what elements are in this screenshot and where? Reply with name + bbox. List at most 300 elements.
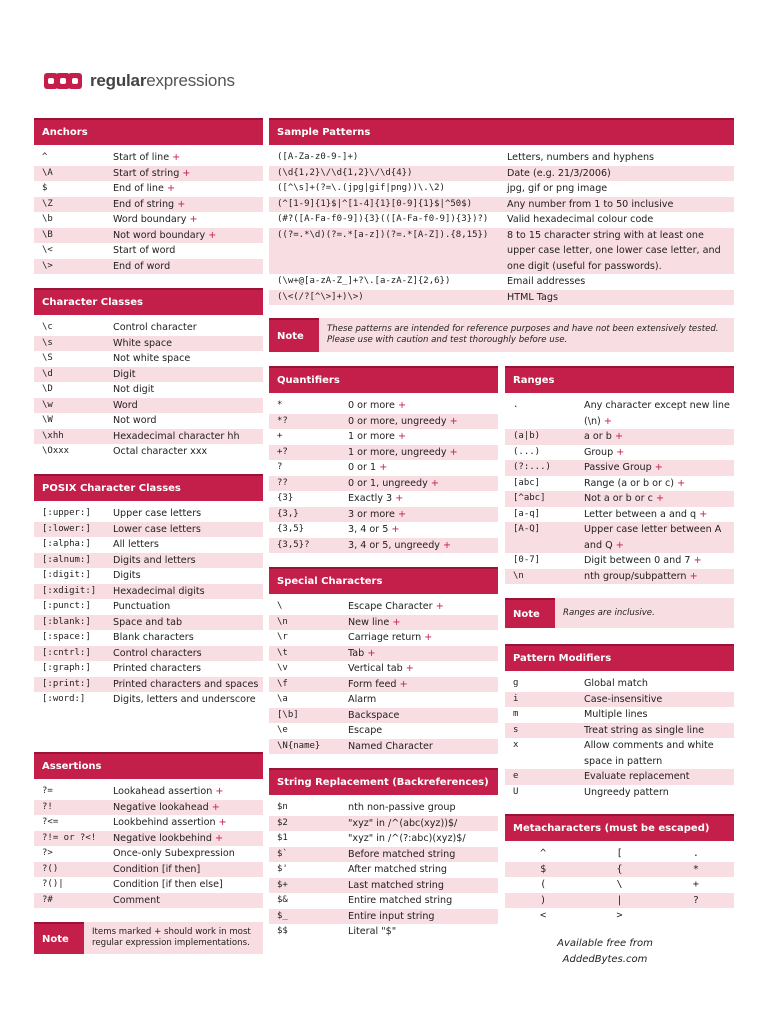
description-cell (113, 599, 263, 615)
syntax-cell: + (277, 431, 283, 441)
description-text: a or b (584, 431, 612, 442)
table-row (34, 599, 263, 615)
table-row (34, 382, 263, 398)
description-text: Before matched string (348, 848, 456, 860)
description-cell (113, 522, 263, 538)
table-row (34, 444, 263, 460)
syntax-cell: [abc] (513, 477, 541, 488)
description-text: Start of string (113, 167, 180, 179)
table-row (505, 738, 734, 769)
sample-patterns-panel (269, 118, 734, 305)
description-text: Valid hexadecimal colour code (507, 214, 654, 225)
table-row (34, 413, 263, 429)
description-text: End of word (113, 260, 171, 272)
description-cell (584, 398, 734, 429)
posix-rows (34, 506, 263, 708)
table-row (34, 320, 263, 336)
table-row (505, 569, 734, 585)
description-cell (113, 692, 263, 708)
table-row (269, 677, 498, 693)
description-text: Digits (113, 570, 141, 581)
description-cell (348, 924, 498, 940)
description-text: Space and tab (113, 616, 183, 628)
description-text: Form feed (348, 678, 397, 690)
syntax-cell: {3} (277, 493, 294, 503)
description-cell (348, 800, 498, 816)
table-row (505, 507, 734, 523)
description-text: Hexadecimal character hh (113, 430, 240, 442)
syntax-cell: ((?=.*\d)(?=.*[a-z])(?=.*[A-Z]).{8,15}) (277, 229, 489, 240)
description-cell (507, 212, 734, 228)
table-row (34, 259, 263, 275)
posix-panel (34, 474, 263, 708)
description-cell (584, 723, 734, 739)
char_classes-rows (34, 320, 263, 460)
description-cell (348, 630, 498, 646)
string-replacement-title: String Replacement (Backreferences) (269, 768, 498, 795)
table-row (269, 723, 498, 739)
metacharacter: | (581, 893, 657, 909)
table-row (34, 212, 263, 228)
description-text: nth non-passive group (348, 802, 456, 813)
table-row (505, 785, 734, 801)
description-cell (113, 320, 263, 336)
logo-icon (44, 69, 82, 93)
description-cell (507, 181, 734, 197)
description-text: White space (113, 337, 173, 349)
description-text: Not word boundary (113, 229, 206, 241)
syntax-cell: ?!= or ?<! (42, 832, 97, 843)
syntax-cell: \> (42, 260, 53, 271)
compat-marker: + (435, 601, 444, 612)
compat-marker: + (172, 152, 181, 163)
description-text: 0 or 1 (348, 462, 377, 473)
syntax-cell: x (513, 740, 519, 750)
syntax-cell: [:word:] (42, 694, 86, 704)
description-text: Punctuation (113, 601, 171, 612)
assertions-title: Assertions (34, 752, 263, 779)
description-text: 8 to 15 character string with at least one upper case letter, one lower case letter, and one digit (useful for passwords). (507, 229, 721, 272)
syntax-cell: $ (42, 183, 48, 193)
description-text: Group (584, 446, 614, 458)
syntax-cell: $+ (277, 879, 288, 890)
syntax-cell: [^abc] (513, 493, 546, 503)
table-row (505, 769, 734, 785)
syntax-cell: {3,5} (277, 524, 305, 534)
description-cell (113, 553, 263, 569)
table-row (269, 538, 498, 554)
description-cell (584, 522, 734, 553)
table-row (269, 476, 498, 492)
syntax-cell: $$ (277, 926, 288, 936)
description-cell (348, 522, 498, 538)
compat-marker: + (166, 183, 176, 194)
description-text: Control characters (113, 647, 202, 659)
compat-marker: + (211, 801, 220, 813)
syntax-cell: i (513, 693, 519, 704)
table-row (505, 723, 734, 739)
syntax-cell: \c (42, 322, 53, 332)
description-cell (584, 785, 734, 801)
note-text: Items marked + should work in most regular expression implementations. (84, 922, 263, 954)
description-text: Named Character (348, 740, 433, 752)
table-row (269, 878, 498, 894)
note-ranges (505, 598, 734, 628)
syntax-cell: ?# (42, 894, 53, 905)
footer-line-2: AddedBytes.com (562, 954, 648, 965)
syntax-cell: [:xdigit:] (42, 585, 97, 596)
table-row (269, 398, 498, 414)
metacharacter: < (540, 910, 547, 921)
description-cell (113, 831, 263, 847)
ranges-panel (505, 366, 734, 584)
table-row (34, 831, 263, 847)
metacharacter: ( (540, 879, 547, 890)
note-text: Ranges are inclusive. (555, 598, 734, 628)
syntax-cell: (\d{1,2}\/\d{1,2}\/\d{4}) (277, 167, 413, 178)
syntax-cell: $` (277, 848, 288, 859)
syntax-cell: ?()| (42, 879, 64, 889)
syntax-cell: $_ (277, 910, 288, 921)
description-text: 0 or more (348, 400, 395, 411)
description-text: Not white space (113, 353, 191, 364)
table-row (34, 197, 263, 213)
syntax-cell: \b (42, 214, 53, 224)
compat-marker: + (397, 431, 406, 442)
compat-marker: + (391, 524, 400, 535)
description-text: Blank characters (113, 632, 194, 643)
syntax-cell: (\<(/?[^\>]+)\>) (277, 291, 364, 302)
assertions-rows (34, 784, 263, 908)
table-row (269, 831, 498, 847)
table-row (269, 290, 734, 306)
table-row (269, 150, 734, 166)
description-text: Once-only Subexpression (113, 848, 235, 859)
description-cell (584, 569, 734, 585)
description-text: Any number from 1 to 50 inclusive (507, 198, 674, 210)
syntax-cell: [\b] (277, 709, 299, 720)
description-cell (113, 212, 263, 228)
logo-text: regularexpressions (90, 71, 235, 90)
description-text: Literal "$" (348, 926, 397, 937)
syntax-cell: [:cntrl:] (42, 647, 91, 658)
ranges-rows (505, 398, 734, 584)
table-row (34, 584, 263, 600)
syntax-cell: (?:...) (513, 462, 551, 472)
table-row (505, 553, 734, 569)
description-text: Letter between a and q (584, 508, 697, 520)
syntax-cell: [:digit:] (42, 570, 91, 580)
syntax-cell: \A (42, 167, 53, 178)
syntax-cell: \B (42, 229, 53, 240)
description-text: 0 or more, ungreedy (348, 415, 447, 427)
table-row (269, 661, 498, 677)
description-cell (113, 568, 263, 584)
description-cell (348, 460, 498, 476)
description-cell (584, 676, 734, 692)
description-text: 3, 4 or 5 (348, 524, 389, 535)
description-text: Digits and letters (113, 554, 196, 566)
syntax-cell: \t (277, 647, 288, 658)
syntax-cell: [:alpha:] (42, 539, 91, 549)
compat-marker: + (699, 508, 708, 520)
description-text: Negative lookahead (113, 801, 209, 813)
syntax-cell: \v (277, 663, 288, 673)
syntax-cell: $2 (277, 817, 288, 828)
description-cell (348, 847, 498, 863)
description-cell (348, 398, 498, 414)
metacharacter: > (616, 910, 623, 921)
description-text: After matched string (348, 864, 448, 875)
syntax-cell: . (513, 400, 519, 410)
anchors-rows (34, 150, 263, 274)
table-row (269, 522, 498, 538)
metacharacter: \ (616, 879, 623, 890)
compat-marker: + (693, 555, 702, 566)
syntax-cell: \Oxxx (42, 446, 70, 456)
character-classes-panel (34, 288, 263, 460)
description-text: Start of word (113, 245, 176, 256)
description-text: 3, 4 or 5, ungreedy (348, 539, 440, 551)
table-row (34, 150, 263, 166)
description-text: Ungreedy pattern (584, 786, 669, 798)
syntax-cell: (a|b) (513, 431, 541, 441)
compat-marker: + (218, 817, 227, 828)
description-text: Multiple lines (584, 709, 648, 720)
description-cell (113, 367, 263, 383)
syntax-cell: \r (277, 632, 288, 642)
table-row (269, 924, 498, 940)
compat-marker: + (616, 446, 625, 458)
compat-marker: + (399, 678, 408, 690)
syntax-cell: ([^\s]+(?=\.(jpg|gif|png))\.\2) (277, 183, 445, 193)
description-cell (584, 692, 734, 708)
description-cell (348, 677, 498, 693)
table-row (34, 367, 263, 383)
string-replacement-panel (269, 768, 498, 940)
description-text: Last matched string (348, 879, 444, 891)
table-row (269, 507, 498, 523)
table-row (269, 615, 498, 631)
compat-marker: + (654, 462, 663, 473)
table-row (505, 491, 734, 507)
description-cell (348, 491, 498, 507)
description-cell (348, 599, 498, 615)
description-cell (113, 444, 263, 460)
description-cell (113, 351, 263, 367)
syntax-cell: $1 (277, 833, 288, 843)
description-text: nth group/subpattern (584, 570, 687, 582)
table-row (34, 815, 263, 831)
table-row (269, 692, 498, 708)
description-cell (348, 507, 498, 523)
compat-marker: + (615, 539, 624, 551)
description-cell (584, 445, 734, 461)
metacharacter: $ (505, 862, 581, 878)
syntax-cell: ? (277, 462, 283, 472)
description-cell (113, 166, 263, 182)
description-text: Alarm (348, 694, 377, 705)
description-text: Treat string as single line (584, 724, 705, 736)
description-cell (113, 677, 263, 693)
note-label: Note (34, 922, 84, 954)
description-text: Allow comments and white space in pattern (584, 740, 714, 767)
syntax-cell: e (513, 771, 519, 781)
description-text: Digit (113, 368, 136, 380)
table-row (269, 739, 498, 755)
compat-marker: + (367, 647, 376, 659)
description-text: Carriage return (348, 632, 422, 643)
compat-marker: + (215, 832, 224, 844)
replacement-rows (269, 800, 498, 940)
syntax-cell: \a (277, 694, 288, 704)
syntax-cell: * (277, 400, 283, 410)
description-text: Entire input string (348, 910, 435, 922)
description-text: HTML Tags (507, 291, 558, 303)
description-cell (113, 336, 263, 352)
pattern-modifiers-title: Pattern Modifiers (505, 644, 734, 671)
syntax-cell: [:lower:] (42, 523, 91, 534)
note-left (34, 922, 263, 954)
description-text: Any character except new line (\n) (584, 400, 730, 427)
table-row (34, 862, 263, 878)
footer-line-1: Available free from (557, 938, 653, 949)
table-row (269, 414, 498, 430)
syntax-cell: [:blank:] (42, 616, 91, 627)
table-row (34, 243, 263, 259)
description-cell (113, 661, 263, 677)
description-text: Condition [if then] (113, 863, 201, 875)
table-row (505, 676, 734, 692)
compat-marker: + (424, 632, 433, 643)
description-cell (113, 506, 263, 522)
description-cell (348, 739, 498, 755)
table-row (34, 615, 263, 631)
syntax-cell: [:space:] (42, 632, 91, 642)
description-cell (113, 846, 263, 862)
metacharacters-grid (505, 846, 734, 924)
syntax-cell: (\w+@[a-zA-Z_]+?\.[a-zA-Z]{2,6}) (277, 276, 451, 286)
description-text: Hexadecimal digits (113, 585, 205, 597)
table-row (34, 553, 263, 569)
metacharacter: ^ (540, 848, 547, 859)
description-cell (113, 413, 263, 429)
table-row (505, 460, 734, 476)
description-cell (348, 878, 498, 894)
assertions-panel (34, 752, 263, 908)
compat-marker: + (215, 786, 224, 797)
description-cell (113, 893, 263, 909)
metacharacter: . (692, 848, 699, 859)
syntax-cell: {3,} (277, 508, 299, 519)
syntax-cell: +? (277, 446, 288, 457)
logo (44, 68, 235, 94)
table-row (269, 460, 498, 476)
syntax-cell: \n (277, 616, 288, 627)
description-cell (113, 800, 263, 816)
description-text: Control character (113, 322, 197, 333)
syntax-cell: ^ (42, 152, 48, 162)
syntax-cell: $' (277, 864, 288, 874)
description-cell (507, 166, 734, 182)
description-cell (507, 150, 734, 166)
table-row (34, 166, 263, 182)
description-cell (507, 197, 734, 213)
description-cell (584, 769, 734, 785)
description-cell (584, 707, 734, 723)
syntax-cell: \S (42, 353, 53, 363)
metacharacter: + (692, 879, 699, 890)
table-row (269, 197, 734, 213)
table-row (34, 429, 263, 445)
metacharacter: { (581, 862, 657, 878)
compat-marker: + (449, 446, 458, 458)
description-cell (348, 615, 498, 631)
description-text: Condition [if then else] (113, 879, 223, 890)
compat-marker: + (430, 477, 439, 489)
table-row (34, 181, 263, 197)
table-row (34, 398, 263, 414)
ranges-title: Ranges (505, 366, 734, 393)
table-row (269, 599, 498, 615)
description-cell (348, 661, 498, 677)
note-text: These patterns are intended for reference purposes and have not been extensively tested. Please use with caution and test thoroughly before use. (319, 318, 734, 352)
description-cell (348, 646, 498, 662)
description-text: Negative lookbehind (113, 832, 212, 844)
table-row (269, 166, 734, 182)
table-row (269, 646, 498, 662)
description-cell (584, 553, 734, 569)
description-text: End of line (113, 183, 164, 194)
syntax-cell: [0-7] (513, 555, 541, 565)
compat-marker: + (656, 493, 665, 504)
compat-marker: + (397, 400, 406, 411)
modifiers-rows (505, 676, 734, 800)
description-text: Lookahead assertion (113, 786, 213, 797)
description-cell (113, 815, 263, 831)
table-row (269, 909, 498, 925)
compat-marker: + (392, 616, 401, 628)
syntax-cell: ([A-Za-z0-9-]+) (277, 152, 359, 162)
description-text: Not a or b or c (584, 493, 653, 504)
table-row (34, 630, 263, 646)
table-row (505, 692, 734, 708)
description-text: Escape Character (348, 601, 433, 612)
syntax-cell: ?() (42, 863, 59, 874)
table-row (269, 212, 734, 228)
description-cell (113, 537, 263, 553)
table-row (505, 522, 734, 553)
description-text: Range (a or b or c) (584, 477, 675, 489)
description-cell (507, 290, 734, 306)
description-text: Upper case letters (113, 508, 202, 519)
description-text: Entire matched string (348, 895, 453, 906)
description-cell (113, 150, 263, 166)
table-row (34, 568, 263, 584)
description-text: Lookbehind assertion (113, 817, 216, 828)
syntax-cell: $n (277, 802, 288, 812)
syntax-cell: ?= (42, 786, 53, 796)
description-cell (348, 429, 498, 445)
table-row (34, 784, 263, 800)
description-text: Email addresses (507, 276, 586, 287)
description-text: "xyz" in /^(abc(xyz))$/ (348, 817, 458, 829)
description-text: 1 or more (348, 431, 395, 442)
compat-marker: + (443, 539, 452, 551)
description-cell (113, 197, 263, 213)
note-samples (269, 318, 734, 352)
description-text: Digits, letters and underscore (113, 694, 256, 705)
